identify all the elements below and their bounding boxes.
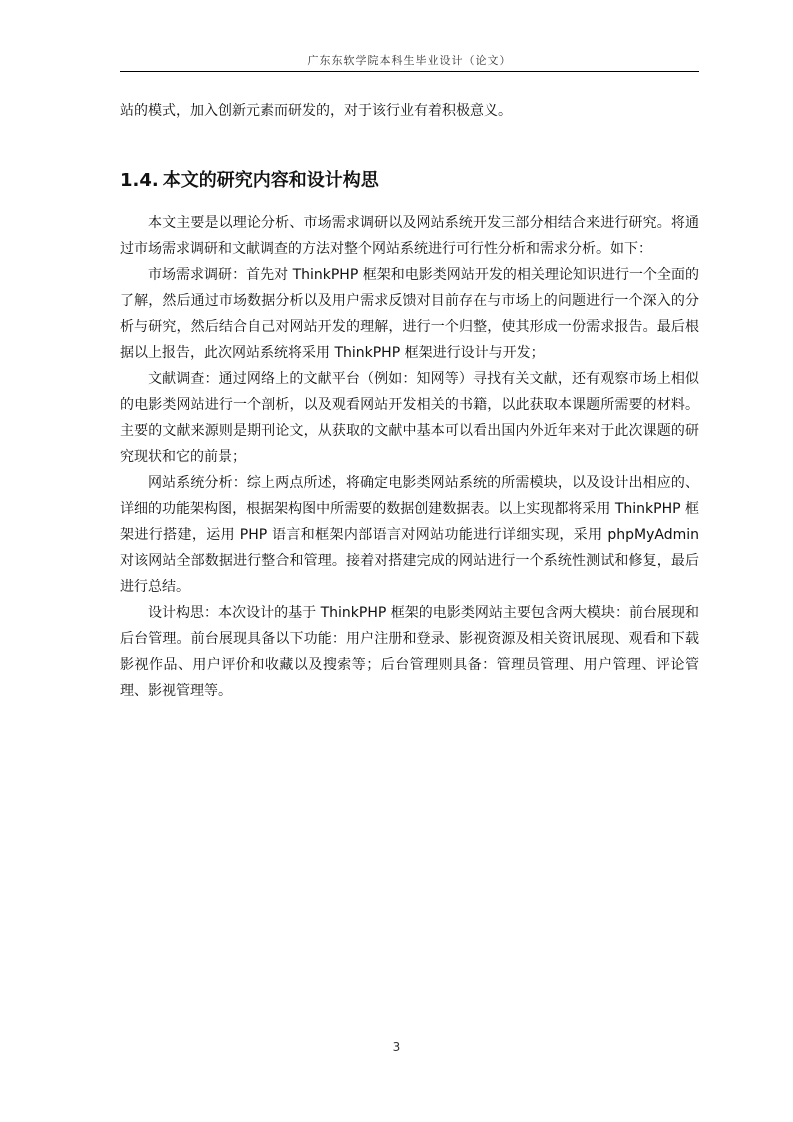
page-number: 3 — [392, 1040, 401, 1054]
page-header: 广东东软学院本科生毕业设计（论文） — [307, 54, 512, 67]
header-rule — [120, 71, 699, 72]
section-number: 1.4. — [120, 170, 159, 191]
paragraph-design-concept: 设计构思：本次设计的基于 ThinkPHP 框架的电影类网站主要包含两大模块：前台展现和后台管理。前台展现具备以下功能：用户注册和登录、影视资源及相关资讯展现、观看和下载影视作品、用户评价和收藏以及搜索等；后台管理则具备：管理员管理、用户管理、评论管理、影视管理等。 — [120, 605, 699, 699]
paragraph-system-analysis: 网站系统分析：综上两点所述，将确定电影类网站系统的所需模块，以及设计出相应的、详细的功能架构图，根据架构图中所需要的数据创建数据表。以上实现都将采用 ThinkPHP 框架进行搭建，运用 PHP 语言和框架内部语言对网站功能进行详细实现，采用 phpMyAdmin 对该网站全部数据进行整合和管理。接着对搭建完成的网站进行一个系统性测试和修复，最后进行总结。 — [120, 475, 699, 595]
paragraph-market-research: 市场需求调研：首先对 ThinkPHP 框架和电影类网站开发的相关理论知识进行一个全面的了解，然后通过市场数据分析以及用户需求反馈对目前存在与市场上的问题进行一个深入的分析与研究，然后结合自己对网站开发的理解，进行一个归整，使其形成一份需求报告。最后根据以上报告，此次网站系统将采用 ThinkPHP 框架进行设计与开发； — [120, 267, 699, 361]
section-heading — [120, 168, 379, 194]
paragraph-intro: 本文主要是以理论分析、市场需求调研以及网站系统开发三部分相结合来进行研究。将通过市场需求调研和文献调查的方法对整个网站系统进行可行性分析和需求分析。如下： — [120, 215, 699, 257]
continuation-paragraph: 站的模式，加入创新元素而研发的，对于该行业有着积极意义。 — [120, 103, 512, 119]
section-title: 本文的研究内容和设计构思 — [162, 170, 379, 191]
paragraph-literature-survey: 文献调查：通过网络上的文献平台（例如：知网等）寻找有关文献，还有观察市场上相似的电影类网站进行一个剖析，以及观看网站开发相关的书籍，以此获取本课题所需要的材料。主要的文献来源则是期刊论文，从获取的文献中基本可以看出国内外近年来对于此次课题的研究现状和它的前景； — [120, 371, 699, 465]
section-content — [120, 210, 699, 704]
